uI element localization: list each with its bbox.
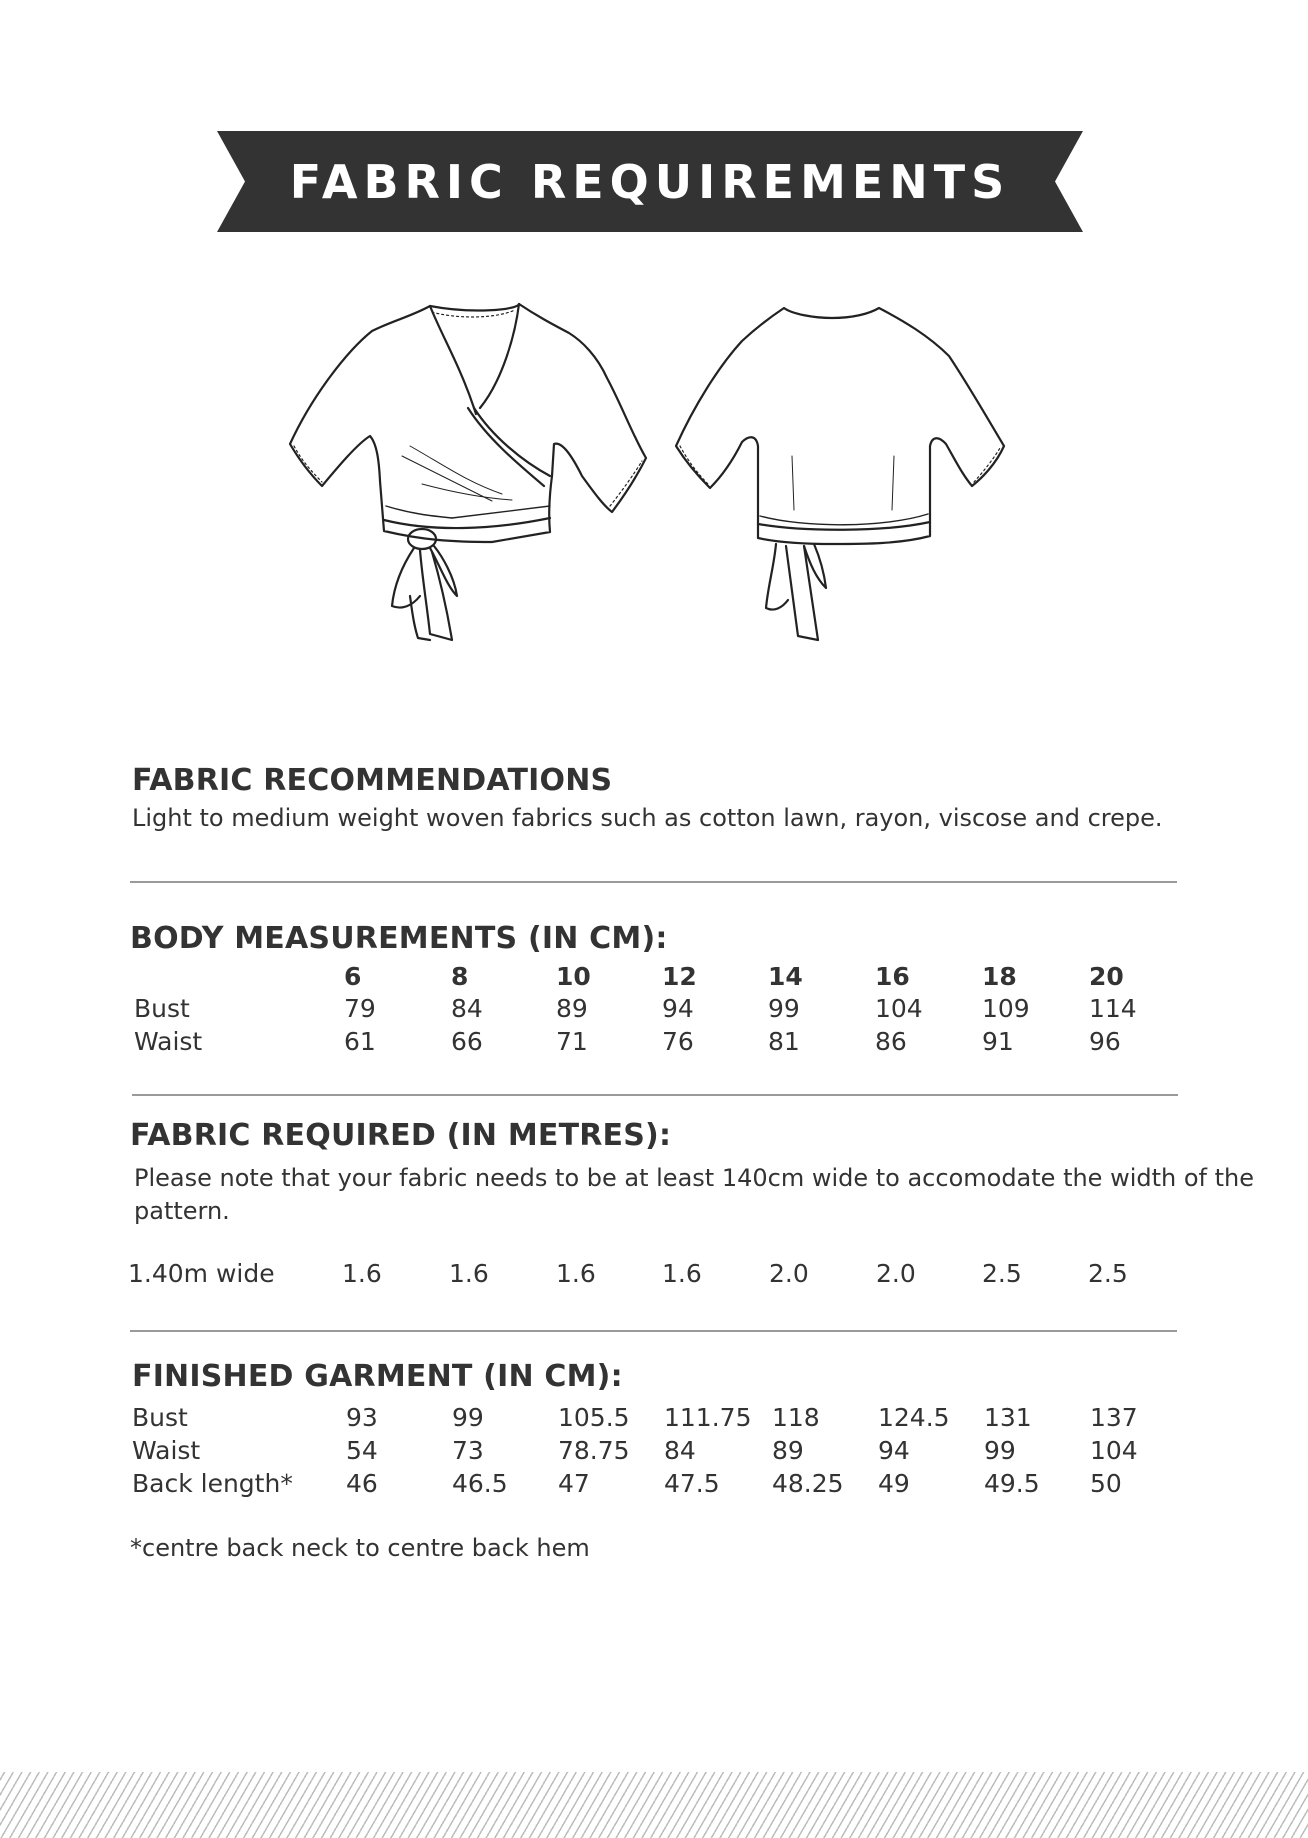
title-banner: [217, 131, 1083, 232]
size-header: 18: [982, 962, 1017, 991]
table-cell: 1.6: [662, 1259, 702, 1288]
size-header: 16: [875, 962, 910, 991]
size-header: 12: [662, 962, 697, 991]
table-cell: 2.5: [1088, 1259, 1128, 1288]
table-cell: 137: [1090, 1403, 1138, 1432]
table-cell: 1.6: [342, 1259, 382, 1288]
wrap-top-back-illustration: [676, 308, 1004, 640]
table-cell: 1.6: [449, 1259, 489, 1288]
table-cell: 81: [768, 1027, 800, 1056]
table-cell: 89: [772, 1436, 804, 1465]
divider: [130, 1330, 1177, 1332]
table-cell: 54: [346, 1436, 378, 1465]
footnote: *centre back neck to centre back hem: [130, 1534, 590, 1562]
table-cell: 131: [984, 1403, 1032, 1432]
table-cell: 66: [451, 1027, 483, 1056]
divider: [130, 881, 1177, 883]
size-header: 20: [1089, 962, 1124, 991]
table-cell: 114: [1089, 994, 1137, 1023]
table-cell: 50: [1090, 1469, 1122, 1498]
wrap-top-front-illustration: [290, 304, 646, 640]
table-cell: 1.6: [556, 1259, 596, 1288]
table-cell: 96: [1089, 1027, 1121, 1056]
page-title: FABRIC REQUIREMENTS: [289, 154, 1011, 209]
body-measurements-heading: BODY MEASUREMENTS (IN CM):: [130, 921, 668, 956]
fabric-note-line1: Please note that your fabric needs to be at least 140cm wide to accomodate the width of the: [134, 1164, 1255, 1192]
table-cell: 84: [451, 994, 483, 1023]
table-cell: 47.5: [664, 1469, 720, 1498]
table-cell: 46.5: [452, 1469, 508, 1498]
table-cell: 89: [556, 994, 588, 1023]
table-cell: 73: [452, 1436, 484, 1465]
row-label: Waist: [132, 1436, 201, 1465]
table-cell: 2.0: [876, 1259, 916, 1288]
table-cell: 48.25: [772, 1469, 844, 1498]
recommendations-heading: FABRIC RECOMMENDATIONS: [132, 763, 613, 798]
table-cell: 104: [1090, 1436, 1138, 1465]
table-cell: 94: [662, 994, 694, 1023]
table-cell: 99: [452, 1403, 484, 1432]
table-cell: 99: [768, 994, 800, 1023]
table-cell: 49.5: [984, 1469, 1040, 1498]
table-cell: 61: [344, 1027, 376, 1056]
garment-illustrations: [282, 296, 1036, 652]
finished-garment-heading: FINISHED GARMENT (IN CM):: [132, 1359, 623, 1394]
size-header: 8: [451, 962, 469, 991]
size-header: 10: [556, 962, 591, 991]
table-cell: 86: [875, 1027, 907, 1056]
divider: [132, 1094, 1178, 1096]
row-label: Bust: [132, 1403, 188, 1432]
fabric-note-line2: pattern.: [134, 1197, 230, 1225]
table-cell: 104: [875, 994, 923, 1023]
table-cell: 2.0: [769, 1259, 809, 1288]
table-cell: 124.5: [878, 1403, 950, 1432]
row-label: Waist: [134, 1027, 203, 1056]
row-label: 1.40m wide: [128, 1259, 275, 1288]
table-cell: 2.5: [982, 1259, 1022, 1288]
row-label: Bust: [134, 994, 190, 1023]
size-header: 14: [768, 962, 803, 991]
table-cell: 93: [346, 1403, 378, 1432]
table-cell: 78.75: [558, 1436, 630, 1465]
table-cell: 49: [878, 1469, 910, 1498]
table-cell: 47: [558, 1469, 590, 1498]
row-label: Back length*: [132, 1469, 293, 1498]
table-cell: 71: [556, 1027, 588, 1056]
table-cell: 94: [878, 1436, 910, 1465]
table-cell: 99: [984, 1436, 1016, 1465]
recommendations-text: Light to medium weight woven fabrics such as cotton lawn, rayon, viscose and crepe.: [132, 804, 1163, 832]
size-header: 6: [344, 962, 362, 991]
table-cell: 118: [772, 1403, 820, 1432]
table-cell: 105.5: [558, 1403, 630, 1432]
fabric-required-heading: FABRIC REQUIRED (IN METRES):: [130, 1118, 672, 1153]
table-cell: 46: [346, 1469, 378, 1498]
table-cell: 79: [344, 994, 376, 1023]
table-cell: 84: [664, 1436, 696, 1465]
table-cell: 76: [662, 1027, 694, 1056]
table-cell: 111.75: [664, 1403, 752, 1432]
table-cell: 91: [982, 1027, 1014, 1056]
hatched-footer-band: [0, 1772, 1308, 1838]
table-cell: 109: [982, 994, 1030, 1023]
